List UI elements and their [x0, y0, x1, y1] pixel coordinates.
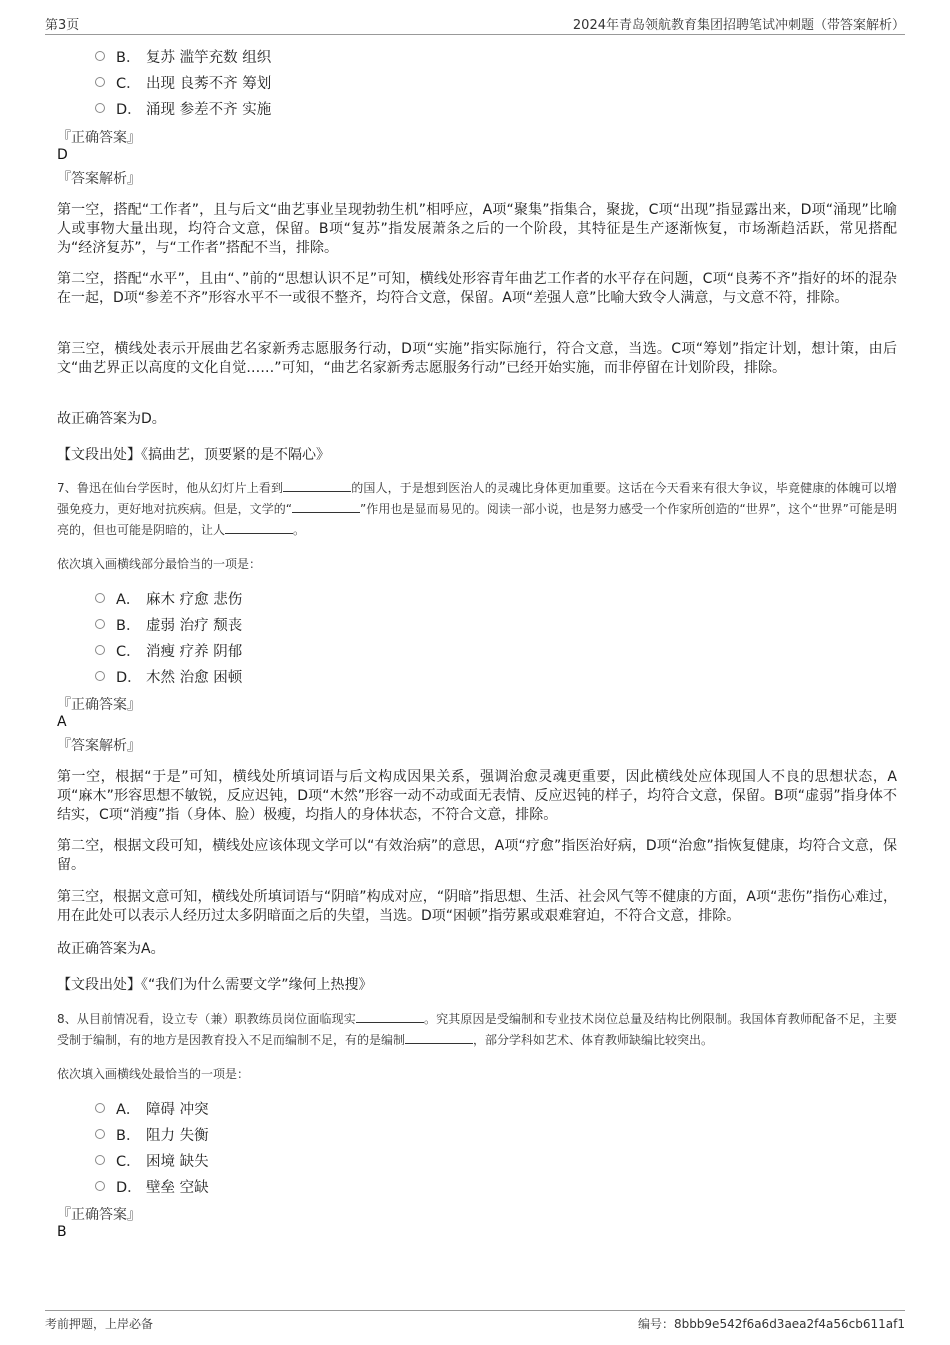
q7-prompt: 依次填入画横线部分最恰当的一项是： — [57, 557, 262, 571]
document-id: 编号：8bbb9e542f6a6d3aea2f4a56cb611af1 — [637, 1317, 905, 1331]
footer-slogan: 考前押题，上岸必备 — [45, 1317, 154, 1331]
blank-line — [283, 479, 351, 492]
q7-analysis-3: 第三空，根据文意可知，横线处所填词语与“阴暗”构成对应，“阴暗”指思想、生活、社会风气等不健康的方面，A项“悲伤”指伤心难过，用在此处可以表示人经历过太多阴暗面之后的失望，当选。D项“困顿”指劳累或艰难窘迫，不符合文意，排除。 — [57, 889, 897, 924]
q7-option-b[interactable]: B． 虚弱 治疗 颓丧 — [95, 613, 242, 635]
radio-icon[interactable] — [95, 1155, 105, 1165]
radio-icon[interactable] — [95, 619, 105, 629]
radio-icon[interactable] — [95, 103, 105, 113]
document-title: 2024年青岛领航教育集团招聘笔试冲刺题（带答案解析） — [572, 18, 905, 33]
q6-answer: D — [57, 147, 68, 163]
q6-answer-label: 『正确答案』 — [57, 130, 141, 146]
q8-option-a[interactable]: A． 障碍 冲突 — [95, 1097, 209, 1119]
q7-analysis-2: 第二空，根据文段可知，横线处应该体现文学可以“有效治病”的意思，A项“疗愈”指医治好病，D项“治愈”指恢复健康，均符合文意，保留。 — [57, 838, 897, 873]
q7-conclusion: 故正确答案为A。 — [57, 941, 165, 957]
q6-analysis-3: 第三空，横线处表示开展曲艺名家新秀志愿服务行动，D项“实施”指实际施行，符合文意，当选。C项“筹划”指定计划，想计策，由后文“曲艺界正以高度的文化自觉……”可知，“曲艺名家新秀志愿服务行动”已经开始实施，而非停留在计划阶段，排除。 — [57, 341, 897, 376]
q6-option-d[interactable]: D． 涌现 参差不齐 实施 — [95, 97, 271, 119]
page-footer — [45, 1310, 905, 1331]
q7-analysis-label: 『答案解析』 — [57, 738, 141, 754]
q8-answer: B — [57, 1224, 67, 1240]
q7-source: 【文段出处】《“我们为什么需要文学”缘何上热搜》 — [57, 977, 373, 993]
blank-line — [292, 500, 360, 513]
q7-stem: 7、鲁迅在仙台学医时，他从幻灯片上看到 的国人，于是想到医治人的灵魂比身体更加重要。这话在今天看来有很大争议，毕竟健康的体魄可以增强免疫力，更好地对抗疾病。但是，文学的“ ”作用也是显而易见的。阅读一部小说，也是努力感受一个作家所创造的“世界”，这个“世界”可能是明亮的，但也可能是阴暗的，让人 。 — [57, 481, 898, 537]
q8-option-c[interactable]: C． 困境 缺失 — [95, 1149, 209, 1171]
q6-source: 【文段出处】《搞曲艺，顶要紧的是不隔心》 — [57, 447, 330, 463]
q8-option-d[interactable]: D． 壁垒 空缺 — [95, 1175, 209, 1197]
q7-option-d[interactable]: D． 木然 治愈 困顿 — [95, 665, 242, 687]
page-number: 第3页 — [45, 18, 80, 33]
radio-icon[interactable] — [95, 1129, 105, 1139]
radio-icon[interactable] — [95, 593, 105, 603]
radio-icon[interactable] — [95, 51, 105, 61]
q7-analysis-1: 第一空，根据“于是”可知，横线处所填词语与后文构成因果关系，强调治愈灵魂更重要，因此横线处应体现国人不良的思想状态，A项“麻木”形容思想不敏锐，反应迟钝，D项“木然”形容一动不动或面无表情、反应迟钝的样子，均符合文意，保留。B项“虚弱”指身体不结实，C项“消瘦”指（身体、脸）极瘦，均指人的身体状态，不符合文意，排除。 — [57, 769, 897, 823]
q6-analysis-2: 第二空，搭配“水平”，且由“、”前的“思想认识不足”可知，横线处形容青年曲艺工作者的水平存在问题，C项“良莠不齐”指好的坏的混杂在一起，D项“参差不齐”形容水平不一或很不整齐，均符合文意，保留。A项“差强人意”比喻大致令人满意，与文意不符，排除。 — [57, 271, 897, 306]
page-header — [45, 14, 905, 35]
q6-analysis-1: 第一空，搭配“工作者”，且与后文“曲艺事业呈现勃勃生机”相呼应，A项“聚集”指集合，聚拢，C项“出现”指显露出来，D项“涌现”比喻人或事物大量出现，均符合文意，保留。B项“复苏”指发展萧条之后的一个阶段，其特征是生产逐渐恢复，市场渐趋活跃，常见搭配为“经济复苏”，与“工作者”搭配不当，排除。 — [57, 202, 897, 256]
q7-answer-label: 『正确答案』 — [57, 697, 141, 713]
q7-option-a[interactable]: A． 麻木 疗愈 悲伤 — [95, 587, 242, 609]
radio-icon[interactable] — [95, 1181, 105, 1191]
q7-option-c[interactable]: C． 消瘦 疗养 阴郁 — [95, 639, 242, 661]
blank-line — [356, 1010, 424, 1023]
q6-analysis-label: 『答案解析』 — [57, 171, 141, 187]
radio-icon[interactable] — [95, 645, 105, 655]
q8-answer-label: 『正确答案』 — [57, 1207, 141, 1223]
q8-prompt: 依次填入画横线处最恰当的一项是： — [57, 1067, 250, 1081]
q6-option-c[interactable]: C． 出现 良莠不齐 筹划 — [95, 71, 271, 93]
q8-option-b[interactable]: B． 阻力 失衡 — [95, 1123, 209, 1145]
blank-line — [405, 1031, 473, 1044]
radio-icon[interactable] — [95, 671, 105, 681]
q8-stem: 8、从目前情况看，设立专（兼）职教练员岗位面临现实 。究其原因是受编制和专业技术岗位总量及结构比例限制。我国体育教师配备不足，主要受制于编制，有的地方是因教育投入不足而编制不足，有的是编制 ，部分学科如艺术、体育教师缺编比较突出。 — [57, 1012, 897, 1047]
q7-answer: A — [57, 714, 67, 730]
q6-conclusion: 故正确答案为D。 — [57, 411, 166, 427]
radio-icon[interactable] — [95, 1103, 105, 1113]
blank-line — [225, 521, 293, 534]
q6-option-b[interactable]: B． 复苏 滥竽充数 组织 — [95, 45, 271, 67]
radio-icon[interactable] — [95, 77, 105, 87]
